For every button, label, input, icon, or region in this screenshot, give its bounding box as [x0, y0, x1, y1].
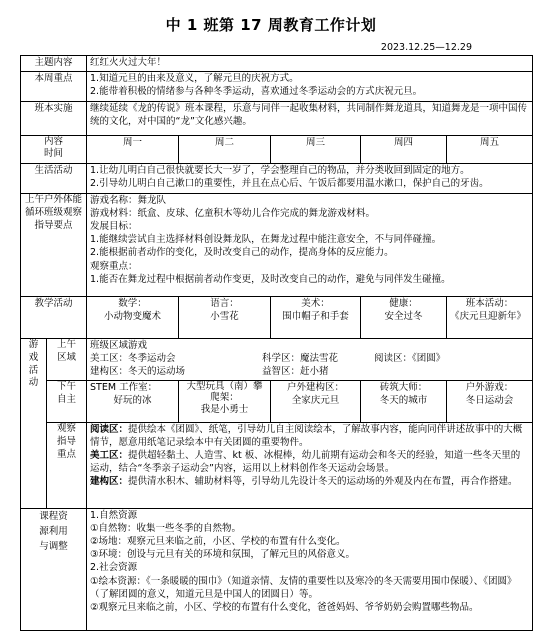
resource-line: ②观察元旦来临之前，小区、学校的布置有什么变化，爸爸妈妈、爷爷奶奶会购置哪些物品。 [90, 601, 479, 613]
resource-line: 1.自然资源 [90, 510, 138, 521]
day-header-row [21, 136, 533, 164]
area-item: 建构区：冬天的运动场 [90, 366, 186, 378]
teaching-friday [447, 297, 533, 339]
games-pm-row [21, 381, 533, 423]
weekly-focus-row [21, 72, 533, 102]
games-am-title: 班级区域游戏 [90, 340, 148, 351]
teaching-subject: 美术： [301, 298, 330, 309]
day-tuesday: 周二 [179, 136, 271, 164]
pm-item-top: 大型玩具（南）攀爬架： [186, 381, 263, 404]
time-label: 时间 [44, 148, 64, 160]
resource-line: ①自然物：收集一些冬季的自然物。 [90, 523, 242, 535]
theme-value: 红红火火过大年！ [87, 56, 533, 72]
teaching-thursday [361, 297, 447, 339]
resources-content [87, 509, 533, 631]
pm-item-top: STEM 工作室： [90, 382, 158, 393]
day-thursday: 周四 [361, 136, 447, 164]
outdoor-content [87, 194, 533, 297]
theme-label: 主题内容 [21, 56, 87, 72]
games-am-areas-row [90, 352, 529, 365]
outdoor-line: 1.能继续尝试自主选择材料创设舞龙队，在舞龙过程中能注意安全，不与同伴碰撞。 [90, 234, 442, 246]
outdoor-line: 2.能根据前者动作的变化，及时改变自己的动作，提高身体的反应能力。 [90, 247, 394, 259]
weekly-focus-line: 1.知道元旦的由来及意义，了解元旦的庆祝方式。 [90, 73, 299, 84]
outdoor-line: 发展目标： [90, 221, 138, 233]
life-line: 1.让幼儿明白自己很快就要长大一岁了，学会整理自己的物品，并分类收回到固定的地方。 [90, 165, 470, 176]
life-line: 2.引导幼儿明白自己漱口的重要性，并且在点心后、午饭后都要用温水漱口，保护自己的牙齿。 [90, 178, 489, 190]
guide-text: 提供超轻黏土、人造雪、kt 板、冰棍棒，幼儿前期有运动会和冬天的经验，知道一些冬天里的运动，结合“冬季亲子运动会”内容，运用以上材料创作冬天运动会场景。 [90, 450, 521, 475]
pm-item-bottom: 冬天的城市 [379, 395, 428, 407]
pm-item-bottom: 我是小勇士 [200, 403, 249, 415]
teaching-tuesday [179, 297, 271, 339]
weekly-plan-table [20, 55, 533, 631]
teaching-name: 围巾帽子和手套 [282, 311, 349, 323]
guide-text: 提供绘本《团圆》、纸笔，引导幼儿自主阅读绘本，了解故事内容，能向同伴讲述故事中的大概情节，愿意用纸笔记录绘本中有关团圆的重要物件。 [90, 424, 523, 449]
games-am-row [21, 339, 533, 381]
games-am-areas-row [90, 365, 529, 378]
area-item: 美工区：冬季运动会 [90, 353, 176, 365]
pm-item-top: 砖筑大师： [379, 382, 428, 393]
teaching-name: 《庆元旦迎新年》 [450, 311, 527, 323]
pm-item [271, 381, 361, 423]
outdoor-line: 观察重点： [90, 260, 138, 272]
weekly-focus-content [87, 72, 533, 102]
day-monday: 周一 [87, 136, 179, 164]
date-range: 2023.12.25—12.29 [380, 42, 472, 53]
teaching-subject: 健康： [389, 298, 418, 309]
page-title: 中 1 班第 17 周教育工作计划 [165, 16, 377, 34]
outdoor-row [21, 194, 533, 297]
games-guide-row [21, 423, 533, 509]
resources-label: 课程资源利用与调整 [21, 509, 87, 631]
area-item: 阅读区：《团圆》 [374, 353, 446, 365]
pm-item [87, 381, 179, 423]
teaching-wednesday [271, 297, 361, 339]
teaching-name: 小雪花 [210, 311, 239, 323]
pm-item [179, 381, 271, 423]
day-friday: 周五 [447, 136, 533, 164]
pm-item [361, 381, 447, 423]
games-label: 游戏活动 [21, 339, 47, 509]
pm-item-top: 户外建构区： [287, 382, 345, 393]
games-guide-label: 观察指导重点 [47, 423, 87, 509]
teaching-subject: 语言： [210, 298, 239, 309]
guide-item [90, 475, 529, 488]
resource-line: ③环境：创设与元旦有关的环境和氛围，了解元旦的风俗意义。 [90, 549, 356, 561]
outdoor-line: 游戏材料：纸盒、皮球、亿童积木等幼儿合作完成的舞龙游戏材料。 [90, 208, 376, 220]
pm-item [447, 381, 533, 423]
class-practice-label: 班本实施 [21, 102, 87, 136]
outdoor-label: 上午户外体能循环班级观察指导要点 [21, 194, 87, 297]
pm-item-bottom: 全家庆元旦 [291, 395, 340, 407]
pm-item-top: 户外游戏： [465, 382, 514, 393]
teaching-subject: 数学： [118, 298, 147, 309]
guide-area: 阅读区： [90, 424, 129, 435]
guide-text: 提供清水积木、辅助材料等，引导幼儿先设计冬天的运动场的外观及内在布置，再合作搭建。 [128, 476, 518, 488]
teaching-name: 小动物变魔术 [104, 311, 162, 323]
pm-item-bottom: 冬日运动会 [465, 395, 514, 407]
resources-row [21, 509, 533, 631]
guide-item [90, 423, 529, 449]
weekly-focus-line: 2.能带着积极的情绪参与各种冬季运动，喜欢通过冬季运动会的方式庆祝元旦。 [90, 86, 423, 98]
teaching-name: 安全过冬 [384, 311, 423, 323]
guide-area: 美工区： [90, 450, 129, 462]
life-content [87, 164, 533, 194]
content-time-header [21, 136, 87, 164]
teaching-subject: 班本活动： [465, 298, 514, 309]
resource-line: 2.社会资源 [90, 562, 138, 574]
life-row [21, 164, 533, 194]
theme-row [21, 56, 533, 72]
content-label: 内容 [44, 136, 64, 147]
weekly-focus-label: 本周重点 [21, 72, 87, 102]
class-practice-text: 继续延续《龙的传说》班本课程，乐意与同伴一起收集材料，共同制作舞龙道具，知道舞龙是一项中国传统的文化，对中国的“龙”文化感兴趣。 [87, 102, 533, 136]
guide-item [90, 449, 529, 475]
teaching-row [21, 297, 533, 339]
resource-line: ②场地：观察元旦来临之前，小区、学校的布置有什么变化。 [90, 536, 346, 548]
pm-item-bottom: 好玩的冰 [113, 395, 152, 407]
guide-area: 建构区： [90, 476, 129, 488]
class-practice-row [21, 102, 533, 136]
outdoor-line: 游戏名称：舞龙队 [90, 195, 167, 206]
area-item: 益智区：赶小猪 [262, 366, 329, 378]
games-pm-label: 下午自主 [47, 381, 87, 423]
games-am-label: 上午区域 [47, 339, 87, 381]
teaching-monday [87, 297, 179, 339]
games-guide-content [87, 423, 533, 509]
area-item: 科学区：魔法雪花 [262, 353, 339, 365]
games-am-content [87, 339, 533, 381]
outdoor-line: 1.能否在舞龙过程中根据前者动作变更，及时改变自己的动作，避免与同伴发生碰撞。 [90, 273, 451, 285]
day-wednesday: 周三 [271, 136, 361, 164]
teaching-label: 教学活动 [21, 297, 87, 339]
life-label: 生活活动 [21, 164, 87, 194]
resource-line: ①绘本资源：《一条暖暖的围巾》（知道亲情、友情的重要性以及寒冷的冬天需要用围巾保暖）、《团圆》（了解团圆的意义，知道元旦是中国人的团圆日）等。 [90, 575, 517, 600]
